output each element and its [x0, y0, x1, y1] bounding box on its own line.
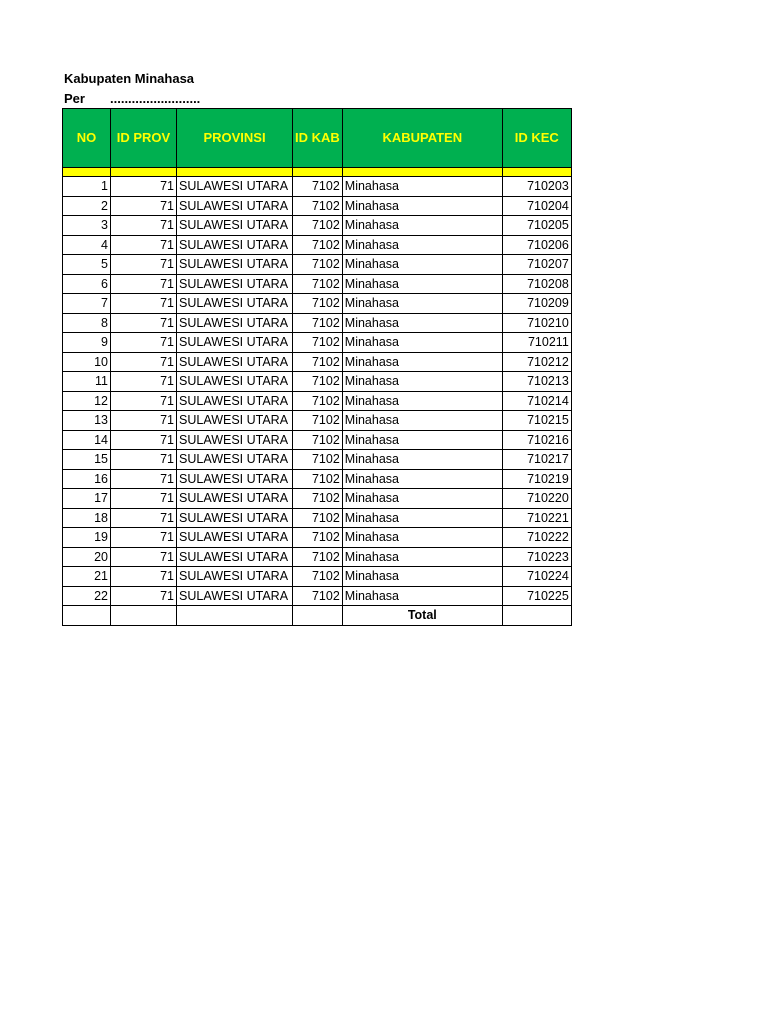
id-prov-cell[interactable]: 71: [111, 333, 177, 353]
id-kec-cell[interactable]: 710212: [502, 352, 571, 372]
no-cell[interactable]: 12: [63, 391, 111, 411]
id-prov-cell[interactable]: 71: [111, 450, 177, 470]
total-empty-cell[interactable]: [111, 606, 177, 626]
id-prov-cell[interactable]: 71: [111, 352, 177, 372]
provinsi-cell[interactable]: SULAWESI UTARA: [177, 391, 293, 411]
total-empty-cell[interactable]: [63, 606, 111, 626]
kabupaten-cell[interactable]: Minahasa: [342, 333, 502, 353]
id-kab-cell[interactable]: 7102: [293, 586, 343, 606]
no-cell[interactable]: 14: [63, 430, 111, 450]
id-prov-cell[interactable]: 71: [111, 528, 177, 548]
id-kab-cell[interactable]: 7102: [293, 489, 343, 509]
period-label: Per: [64, 91, 85, 106]
id-kab-cell[interactable]: 7102: [293, 196, 343, 216]
id-prov-cell[interactable]: 71: [111, 313, 177, 333]
kabupaten-cell[interactable]: Minahasa: [342, 430, 502, 450]
no-cell[interactable]: 5: [63, 255, 111, 275]
id-prov-cell[interactable]: 71: [111, 294, 177, 314]
kabupaten-cell[interactable]: Minahasa: [342, 235, 502, 255]
id-prov-cell[interactable]: 71: [111, 489, 177, 509]
id-prov-cell[interactable]: 71: [111, 196, 177, 216]
provinsi-cell[interactable]: SULAWESI UTARA: [177, 411, 293, 431]
id-prov-cell[interactable]: 71: [111, 177, 177, 197]
period-line: [64, 91, 201, 106]
no-cell[interactable]: 15: [63, 450, 111, 470]
id-prov-cell[interactable]: 71: [111, 372, 177, 392]
id-kab-cell[interactable]: 7102: [293, 294, 343, 314]
col-header-id-kab[interactable]: ID KAB: [293, 109, 343, 168]
table-row: [63, 430, 572, 450]
id-kec-cell[interactable]: 710211: [502, 333, 571, 353]
table-row: [63, 411, 572, 431]
table-row: [63, 333, 572, 353]
kabupaten-cell[interactable]: Minahasa: [342, 196, 502, 216]
id-kec-cell[interactable]: 710207: [502, 255, 571, 275]
table-row: [63, 352, 572, 372]
id-prov-cell[interactable]: 71: [111, 274, 177, 294]
id-prov-cell[interactable]: 71: [111, 508, 177, 528]
spacer-cell[interactable]: [293, 168, 343, 177]
no-cell[interactable]: 17: [63, 489, 111, 509]
id-kab-cell[interactable]: 7102: [293, 235, 343, 255]
id-kec-cell[interactable]: 710213: [502, 372, 571, 392]
kecamatan-table: [62, 108, 572, 626]
provinsi-cell[interactable]: SULAWESI UTARA: [177, 294, 293, 314]
id-kab-cell[interactable]: 7102: [293, 333, 343, 353]
kabupaten-cell[interactable]: Minahasa: [342, 313, 502, 333]
id-kec-cell[interactable]: 710221: [502, 508, 571, 528]
provinsi-cell[interactable]: SULAWESI UTARA: [177, 528, 293, 548]
table-row: [63, 567, 572, 587]
table-row: [63, 372, 572, 392]
id-prov-cell[interactable]: 71: [111, 586, 177, 606]
spacer-cell[interactable]: [502, 168, 571, 177]
id-kec-cell[interactable]: 710215: [502, 411, 571, 431]
period-value: .........................: [110, 91, 201, 106]
provinsi-cell[interactable]: SULAWESI UTARA: [177, 372, 293, 392]
spacer-cell[interactable]: [177, 168, 293, 177]
table-row: [63, 528, 572, 548]
id-kec-cell[interactable]: 710217: [502, 450, 571, 470]
no-cell[interactable]: 21: [63, 567, 111, 587]
id-prov-cell[interactable]: 71: [111, 255, 177, 275]
no-cell[interactable]: 6: [63, 274, 111, 294]
table-row: [63, 196, 572, 216]
col-header-provinsi[interactable]: PROVINSI: [177, 109, 293, 168]
id-kab-cell[interactable]: 7102: [293, 391, 343, 411]
provinsi-cell[interactable]: SULAWESI UTARA: [177, 430, 293, 450]
no-cell[interactable]: 13: [63, 411, 111, 431]
kabupaten-cell[interactable]: Minahasa: [342, 411, 502, 431]
col-header-kabupaten[interactable]: KABUPATEN: [342, 109, 502, 168]
id-prov-cell[interactable]: 71: [111, 391, 177, 411]
table-row: [63, 274, 572, 294]
id-kab-cell[interactable]: 7102: [293, 547, 343, 567]
id-prov-cell[interactable]: 71: [111, 547, 177, 567]
kabupaten-cell[interactable]: Minahasa: [342, 216, 502, 236]
id-kec-cell[interactable]: 710209: [502, 294, 571, 314]
provinsi-cell[interactable]: SULAWESI UTARA: [177, 469, 293, 489]
provinsi-cell[interactable]: SULAWESI UTARA: [177, 235, 293, 255]
kabupaten-cell[interactable]: Minahasa: [342, 547, 502, 567]
id-kab-cell[interactable]: 7102: [293, 177, 343, 197]
no-cell[interactable]: 10: [63, 352, 111, 372]
table-row: [63, 235, 572, 255]
spacer-cell[interactable]: [111, 168, 177, 177]
table-row: [63, 177, 572, 197]
provinsi-cell[interactable]: SULAWESI UTARA: [177, 567, 293, 587]
id-prov-cell[interactable]: 71: [111, 411, 177, 431]
id-kab-cell[interactable]: 7102: [293, 216, 343, 236]
kabupaten-cell[interactable]: Minahasa: [342, 391, 502, 411]
no-cell[interactable]: 1: [63, 177, 111, 197]
id-kab-cell[interactable]: 7102: [293, 411, 343, 431]
id-kab-cell[interactable]: 7102: [293, 372, 343, 392]
total-label[interactable]: Total: [342, 606, 502, 626]
no-cell[interactable]: 18: [63, 508, 111, 528]
kabupaten-cell[interactable]: Minahasa: [342, 274, 502, 294]
table-row: [63, 508, 572, 528]
id-kec-cell[interactable]: 710216: [502, 430, 571, 450]
provinsi-cell[interactable]: SULAWESI UTARA: [177, 586, 293, 606]
table-row: [63, 586, 572, 606]
id-prov-cell[interactable]: 71: [111, 567, 177, 587]
id-prov-cell[interactable]: 71: [111, 430, 177, 450]
sheet-title: Kabupaten Minahasa: [64, 71, 195, 86]
id-kec-cell[interactable]: 710214: [502, 391, 571, 411]
spacer-cell[interactable]: [63, 168, 111, 177]
provinsi-cell[interactable]: SULAWESI UTARA: [177, 547, 293, 567]
id-kec-cell[interactable]: 710206: [502, 235, 571, 255]
spacer-row: [63, 168, 572, 177]
id-prov-cell[interactable]: 71: [111, 469, 177, 489]
id-kec-cell[interactable]: 710205: [502, 216, 571, 236]
id-kab-cell[interactable]: 7102: [293, 469, 343, 489]
table-row: [63, 469, 572, 489]
provinsi-cell[interactable]: SULAWESI UTARA: [177, 274, 293, 294]
no-cell[interactable]: 20: [63, 547, 111, 567]
table-row: [63, 294, 572, 314]
spacer-cell[interactable]: [342, 168, 502, 177]
provinsi-cell[interactable]: SULAWESI UTARA: [177, 216, 293, 236]
no-cell[interactable]: 22: [63, 586, 111, 606]
no-cell[interactable]: 11: [63, 372, 111, 392]
kabupaten-cell[interactable]: Minahasa: [342, 508, 502, 528]
id-kec-cell[interactable]: 710224: [502, 567, 571, 587]
no-cell[interactable]: 9: [63, 333, 111, 353]
no-cell[interactable]: 19: [63, 528, 111, 548]
kabupaten-cell[interactable]: Minahasa: [342, 294, 502, 314]
kabupaten-cell[interactable]: Minahasa: [342, 177, 502, 197]
table-row: [63, 313, 572, 333]
kabupaten-cell[interactable]: Minahasa: [342, 469, 502, 489]
kabupaten-cell[interactable]: Minahasa: [342, 567, 502, 587]
kabupaten-cell[interactable]: Minahasa: [342, 528, 502, 548]
provinsi-cell[interactable]: SULAWESI UTARA: [177, 508, 293, 528]
provinsi-cell[interactable]: SULAWESI UTARA: [177, 489, 293, 509]
id-kab-cell[interactable]: 7102: [293, 450, 343, 470]
table-row: [63, 547, 572, 567]
id-kab-cell[interactable]: 7102: [293, 430, 343, 450]
id-kab-cell[interactable]: 7102: [293, 313, 343, 333]
no-cell[interactable]: 2: [63, 196, 111, 216]
kabupaten-cell[interactable]: Minahasa: [342, 489, 502, 509]
col-header-no[interactable]: NO: [63, 109, 111, 168]
id-kab-cell[interactable]: 7102: [293, 352, 343, 372]
id-kec-cell[interactable]: 710203: [502, 177, 571, 197]
id-kec-cell[interactable]: 710219: [502, 469, 571, 489]
col-header-id-kec[interactable]: ID KEC: [502, 109, 571, 168]
id-kec-cell[interactable]: 710208: [502, 274, 571, 294]
id-kec-cell[interactable]: 710222: [502, 528, 571, 548]
provinsi-cell[interactable]: SULAWESI UTARA: [177, 196, 293, 216]
header-row: [63, 109, 572, 168]
col-header-id-prov[interactable]: ID PROV: [111, 109, 177, 168]
table-row: [63, 391, 572, 411]
table-row: [63, 489, 572, 509]
id-prov-cell[interactable]: 71: [111, 235, 177, 255]
id-kec-cell[interactable]: 710225: [502, 586, 571, 606]
id-kab-cell[interactable]: 7102: [293, 528, 343, 548]
total-row: [63, 606, 572, 626]
provinsi-cell[interactable]: SULAWESI UTARA: [177, 333, 293, 353]
no-cell[interactable]: 8: [63, 313, 111, 333]
no-cell[interactable]: 3: [63, 216, 111, 236]
provinsi-cell[interactable]: SULAWESI UTARA: [177, 255, 293, 275]
no-cell[interactable]: 16: [63, 469, 111, 489]
total-empty-cell[interactable]: [177, 606, 293, 626]
kabupaten-cell[interactable]: Minahasa: [342, 255, 502, 275]
no-cell[interactable]: 4: [63, 235, 111, 255]
kabupaten-cell[interactable]: Minahasa: [342, 372, 502, 392]
id-kec-cell[interactable]: 710204: [502, 196, 571, 216]
table-row: [63, 450, 572, 470]
provinsi-cell[interactable]: SULAWESI UTARA: [177, 313, 293, 333]
kabupaten-cell[interactable]: Minahasa: [342, 352, 502, 372]
id-kab-cell[interactable]: 7102: [293, 508, 343, 528]
id-kec-cell[interactable]: 710220: [502, 489, 571, 509]
provinsi-cell[interactable]: SULAWESI UTARA: [177, 352, 293, 372]
provinsi-cell[interactable]: SULAWESI UTARA: [177, 177, 293, 197]
kabupaten-cell[interactable]: Minahasa: [342, 586, 502, 606]
provinsi-cell[interactable]: SULAWESI UTARA: [177, 450, 293, 470]
id-kab-cell[interactable]: 7102: [293, 567, 343, 587]
table-row: [63, 255, 572, 275]
kabupaten-cell[interactable]: Minahasa: [342, 450, 502, 470]
table-row: [63, 216, 572, 236]
id-kec-cell[interactable]: 710223: [502, 547, 571, 567]
id-kec-cell[interactable]: 710210: [502, 313, 571, 333]
id-kab-cell[interactable]: 7102: [293, 274, 343, 294]
total-empty-cell[interactable]: [293, 606, 343, 626]
total-value-cell[interactable]: [502, 606, 571, 626]
no-cell[interactable]: 7: [63, 294, 111, 314]
id-kab-cell[interactable]: 7102: [293, 255, 343, 275]
id-prov-cell[interactable]: 71: [111, 216, 177, 236]
